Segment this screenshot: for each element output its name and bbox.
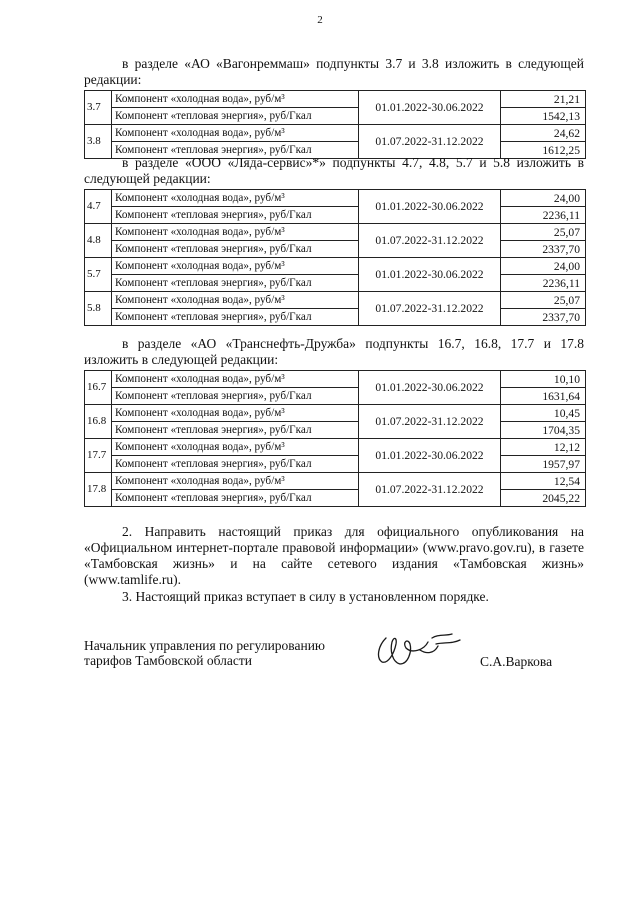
- table-row: [85, 473, 586, 490]
- subitem-number: 4.7: [85, 190, 112, 224]
- water-tariff-value: 10,10: [501, 371, 586, 388]
- table-row: [85, 258, 586, 275]
- component-heat-label: Компонент «тепловая энергия», руб/Гкал: [112, 142, 359, 159]
- table-row: [85, 108, 586, 125]
- table-row: [85, 224, 586, 241]
- section-2-table: [84, 189, 586, 326]
- water-tariff-value: 24,00: [501, 258, 586, 275]
- water-tariff-value: 24,62: [501, 125, 586, 142]
- component-heat-label: Компонент «тепловая энергия», руб/Гкал: [112, 108, 359, 125]
- period-cell: 01.07.2022-31.12.2022: [359, 224, 501, 258]
- period-cell: 01.01.2022-30.06.2022: [359, 439, 501, 473]
- component-heat-label: Компонент «тепловая энергия», руб/Гкал: [112, 207, 359, 224]
- item-3-paragraph: 3. Настоящий приказ вступает в силу в установленном порядке.: [122, 589, 489, 604]
- table-row: [85, 422, 586, 439]
- handwritten-signature-mark: [372, 628, 468, 668]
- heat-tariff-value: 1631,64: [501, 388, 586, 405]
- subitem-number: 17.8: [85, 473, 112, 507]
- component-water-label: Компонент «холодная вода», руб/м³: [112, 292, 359, 309]
- table-row: [85, 190, 586, 207]
- period-cell: 01.07.2022-31.12.2022: [359, 292, 501, 326]
- subitem-number: 3.8: [85, 125, 112, 159]
- water-tariff-value: 24,00: [501, 190, 586, 207]
- table-row: [85, 241, 586, 258]
- water-tariff-value: 12,54: [501, 473, 586, 490]
- period-cell: 01.01.2022-30.06.2022: [359, 91, 501, 125]
- table-row: [85, 371, 586, 388]
- subitem-number: 17.7: [85, 439, 112, 473]
- component-heat-label: Компонент «тепловая энергия», руб/Гкал: [112, 309, 359, 326]
- component-heat-label: Компонент «тепловая энергия», руб/Гкал: [112, 490, 359, 507]
- section-1-intro: в разделе «АО «Вагонреммаш» подпункты 3.7 и 3.8 изложить в следующей редакции:: [84, 56, 584, 87]
- component-water-label: Компонент «холодная вода», руб/м³: [112, 91, 359, 108]
- table-row: [85, 275, 586, 292]
- section-1-table: [84, 90, 586, 159]
- component-heat-label: Компонент «тепловая энергия», руб/Гкал: [112, 388, 359, 405]
- water-tariff-value: 25,07: [501, 224, 586, 241]
- water-tariff-value: 12,12: [501, 439, 586, 456]
- component-water-label: Компонент «холодная вода», руб/м³: [112, 405, 359, 422]
- item-2-paragraph: 2. Направить настоящий приказ для официального опубликования на «Официальном интернет-портале правовой информации» (www.pravo.gov.ru), в газете «Тамбовская жизнь» и на сайте сетевого издания «Тамбовская жизнь» (www.tamlife.ru).: [84, 524, 584, 587]
- table-row: [85, 456, 586, 473]
- component-water-label: Компонент «холодная вода», руб/м³: [112, 473, 359, 490]
- water-tariff-value: 10,45: [501, 405, 586, 422]
- subitem-number: 5.7: [85, 258, 112, 292]
- signatory-role-line-2: тарифов Тамбовской области: [84, 653, 252, 668]
- period-cell: 01.07.2022-31.12.2022: [359, 125, 501, 159]
- component-water-label: Компонент «холодная вода», руб/м³: [112, 190, 359, 207]
- subitem-number: 16.8: [85, 405, 112, 439]
- table-row: [85, 207, 586, 224]
- component-heat-label: Компонент «тепловая энергия», руб/Гкал: [112, 422, 359, 439]
- period-cell: 01.01.2022-30.06.2022: [359, 258, 501, 292]
- heat-tariff-value: 2337,70: [501, 241, 586, 258]
- component-heat-label: Компонент «тепловая энергия», руб/Гкал: [112, 456, 359, 473]
- period-cell: 01.01.2022-30.06.2022: [359, 190, 501, 224]
- subitem-number: 3.7: [85, 91, 112, 125]
- table-row: [85, 292, 586, 309]
- table-row: [85, 309, 586, 326]
- component-heat-label: Компонент «тепловая энергия», руб/Гкал: [112, 275, 359, 292]
- period-cell: 01.01.2022-30.06.2022: [359, 371, 501, 405]
- heat-tariff-value: 1542,13: [501, 108, 586, 125]
- table-row: [85, 125, 586, 142]
- table-row: [85, 91, 586, 108]
- heat-tariff-value: 1704,35: [501, 422, 586, 439]
- signature-block: [84, 638, 584, 678]
- section-3-table: [84, 370, 586, 507]
- water-tariff-value: 25,07: [501, 292, 586, 309]
- component-water-label: Компонент «холодная вода», руб/м³: [112, 125, 359, 142]
- heat-tariff-value: 1612,25: [501, 142, 586, 159]
- section-3-intro: в разделе «АО «Транснефть-Дружба» подпункты 16.7, 16.8, 17.7 и 17.8 изложить в следующей редакции:: [84, 336, 584, 367]
- component-water-label: Компонент «холодная вода», руб/м³: [112, 224, 359, 241]
- heat-tariff-value: 2236,11: [501, 207, 586, 224]
- component-water-label: Компонент «холодная вода», руб/м³: [112, 371, 359, 388]
- section-2-intro: в разделе «ООО «Ляда-сервис»*» подпункты 4.7, 4.8, 5.7 и 5.8 изложить в следующей редакции:: [84, 155, 584, 186]
- subitem-number: 4.8: [85, 224, 112, 258]
- component-heat-label: Компонент «тепловая энергия», руб/Гкал: [112, 241, 359, 258]
- component-water-label: Компонент «холодная вода», руб/м³: [112, 439, 359, 456]
- component-water-label: Компонент «холодная вода», руб/м³: [112, 258, 359, 275]
- table-row: [85, 439, 586, 456]
- page-number: 2: [317, 14, 323, 26]
- period-cell: 01.07.2022-31.12.2022: [359, 405, 501, 439]
- signatory-role-line-1: Начальник управления по регулированию: [84, 638, 326, 653]
- heat-tariff-value: 2236,11: [501, 275, 586, 292]
- subitem-number: 5.8: [85, 292, 112, 326]
- signatory-name: С.А.Варкова: [480, 654, 553, 669]
- period-cell: 01.07.2022-31.12.2022: [359, 473, 501, 507]
- table-row: [85, 405, 586, 422]
- water-tariff-value: 21,21: [501, 91, 586, 108]
- subitem-number: 16.7: [85, 371, 112, 405]
- signatory-role: [84, 638, 325, 668]
- table-row: [85, 388, 586, 405]
- heat-tariff-value: 1957,97: [501, 456, 586, 473]
- table-row: [85, 490, 586, 507]
- heat-tariff-value: 2045,22: [501, 490, 586, 507]
- heat-tariff-value: 2337,70: [501, 309, 586, 326]
